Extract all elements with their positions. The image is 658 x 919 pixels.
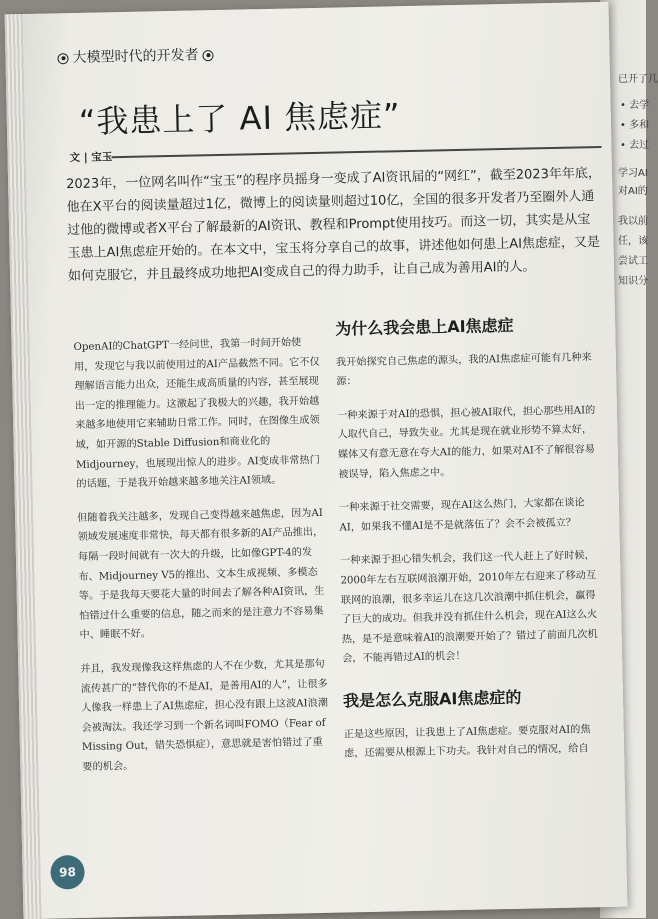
title-rule	[112, 146, 602, 158]
series-title: 大模型时代的开发者	[72, 47, 199, 67]
facing-page-line: 学习AI	[618, 168, 648, 179]
facing-page-line: 任，该	[618, 236, 648, 247]
body-paragraph: 一种来源于对AI的恐惧，担心被AI取代，担心那些用AI的人取代自己，导致失业。尤其是现在就业形势不算太好，媒体又有意无意在夸大AI的能力，如果对AI不了解很容易被误导，陷入焦虑之中。	[336, 404, 596, 481]
facing-page-line: 对AI的	[618, 186, 648, 197]
byline: 文 | 宝玉	[69, 151, 113, 165]
body-paragraph: 我开始探究自己焦虑的源头，我的AI焦虑症可能有几种来源：	[335, 351, 592, 388]
series-header	[53, 44, 217, 67]
article-title: “我患上了 AI 焦虑症”	[78, 96, 402, 141]
facing-page-line: 尝试工	[618, 256, 648, 267]
page-edges	[5, 14, 42, 919]
body-paragraph: 但随着我关注越多，发现自己变得越来越焦虑，因为AI领域发展速度非常快，每天都有很多新的AI产品推出，每隔一段时间就有一次大的升级，比如像GPT-4的发布、Midjourney V5的推出、文本生成视频、多模态等。于是我每天要花大量的时间去了解各种AI资讯，生怕错过什么重要的信息，随之而来的是注意力不容易集中、睡眠不好。	[77, 507, 325, 642]
section-heading: 我是怎么克服AI焦虑症的	[342, 687, 522, 711]
facing-page-line: 我以前	[618, 216, 648, 227]
facing-page-line: • 去学	[620, 100, 650, 111]
right-column	[335, 314, 607, 778]
facing-page-line: • 去过	[620, 140, 650, 151]
bullseye-icon	[202, 50, 213, 61]
body-paragraph: 一种来源于社交需要，现在AI这么热门，大家都在谈论AI，如果我不懂AI是不是就落伍了？会不会被孤立？	[338, 497, 585, 534]
body-paragraph: 并且，我发现像我这样焦虑的人不在少数，尤其是那句流传甚广的“替代你的不是AI，是善用AI的人”，让很多人像我一样患上了AI焦虑症，担心没有跟上这波AI浪潮会被淘汰。我还学习到一个新名词叫FOMO（Fear of Missing Out，错失恐惧症），意思就是害怕错过了重要的机会。	[80, 658, 329, 773]
body-paragraph: 正是这些原因，让我患上了AI焦虑症。要克服对AI的焦虑，还需要从根源上下功夫。我针对自己的情况，给自	[343, 723, 591, 760]
body-paragraph: OpenAI的ChatGPT一经问世，我第一时间开始使用，发现它与我以前使用过的AI产品截然不同。它不仅理解语言能力出众，还能生成高质量的内容，甚至展现出一定的推理能力。这激起了我极大的兴趣，我开始越来越多地使用它来辅助日常工作。同时，在图像生成领域，如开源的Stable Diffusion和商业化的Midjourney，也展现出惊人的进步。AI变成非常热门的话题，于是我开始越来越多地关注AI领域。	[73, 337, 320, 491]
facing-page-line: • 多和	[620, 120, 650, 131]
body-paragraph: 一种来源于担心错失机会，我们这一代人赶上了好时候，2000年左右互联网浪潮开始，2010年左右迎来了移动互联网的浪潮，很多幸运儿在这几次浪潮中抓住机会，赢得了巨大的成功。但我并没有抓住什么机会，现在AI这么火热，是不是意味着AI的浪潮要开始了？错过了前面几次机会，不能再错过AI的机会！	[340, 550, 598, 665]
bullseye-icon	[57, 53, 68, 64]
facing-page-line: 已开了几	[618, 74, 658, 85]
article-intro: 2023年，一位网名叫作“宝玉”的程序员摇身一变成了AI资讯届的“网红”，截至2023年年底，他在X平台的阅读量超过1亿，微博上的阅读量则超过10亿，全国的很多开发者乃至圈外人通过他的微博或者X平台了解最新的AI资讯、教程和Prompt使用技巧。而这一切，其实是从宝玉患上AI焦虑症开始的。在本文中，宝玉将分享自己的故事，讲述他如何患上AI焦虑症，又是如何克服它，并且最终成功地把AI变成自己的得力助手，让自己成为善用AI的人。	[66, 165, 602, 285]
page-number-badge: 98	[50, 855, 85, 890]
magazine-page	[5, 2, 628, 919]
facing-page-line: 知识分	[618, 276, 648, 287]
left-column	[73, 333, 330, 792]
section-heading: 为什么我会患上AI焦虑症	[335, 315, 514, 339]
